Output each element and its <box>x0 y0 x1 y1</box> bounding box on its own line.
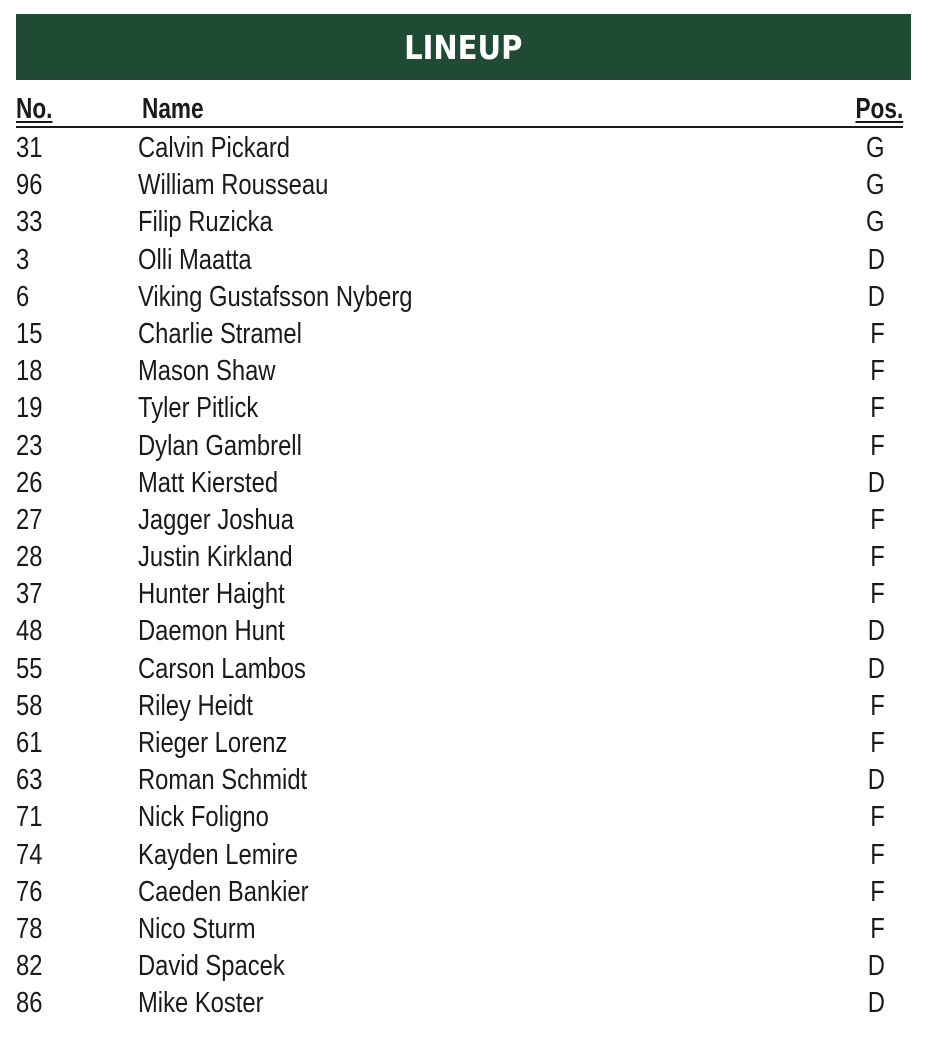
player-number: 37 <box>16 578 43 611</box>
player-number: 18 <box>16 355 43 388</box>
player-name: Matt Kiersted <box>138 466 279 499</box>
player-position: F <box>870 912 885 945</box>
player-name: Filip Ruzicka <box>138 206 273 239</box>
table-row <box>16 837 903 874</box>
table-row <box>16 911 903 948</box>
table-row <box>16 985 903 1022</box>
player-number: 74 <box>16 838 43 871</box>
player-name: Mike Koster <box>138 987 264 1020</box>
player-position: F <box>870 429 885 462</box>
player-number: 15 <box>16 317 43 350</box>
player-name: Nico Sturm <box>138 912 256 945</box>
table-row <box>16 799 903 836</box>
table-row <box>16 502 903 539</box>
player-position: F <box>870 503 885 536</box>
player-position: F <box>870 875 885 908</box>
player-number: 96 <box>16 169 43 202</box>
player-number: 61 <box>16 727 43 759</box>
lineup-banner <box>16 14 911 80</box>
player-name: Jagger Joshua <box>138 503 295 536</box>
column-header-no: No. <box>16 93 53 125</box>
table-row <box>16 651 903 688</box>
player-position: F <box>870 838 885 871</box>
table-row <box>16 688 903 725</box>
player-position: F <box>870 801 885 834</box>
player-number: 78 <box>16 912 43 945</box>
player-name: Caeden Bankier <box>138 875 309 908</box>
player-position: F <box>870 689 885 722</box>
player-position: D <box>867 615 885 648</box>
table-row <box>16 130 903 167</box>
player-number: 48 <box>16 615 43 648</box>
player-number: 63 <box>16 764 43 797</box>
player-name: Carson Lambos <box>138 652 306 685</box>
table-row <box>16 762 903 799</box>
player-number: 71 <box>16 801 43 834</box>
player-number: 6 <box>16 280 30 313</box>
lineup-table <box>16 130 903 1023</box>
player-number: 3 <box>16 243 30 276</box>
table-row <box>16 874 903 911</box>
player-name: David Spacek <box>138 950 285 983</box>
player-position: F <box>870 317 885 350</box>
player-position: D <box>867 280 885 313</box>
player-position: G <box>866 206 885 239</box>
table-row <box>16 204 903 241</box>
table-row <box>16 576 903 613</box>
player-number: 27 <box>16 503 43 536</box>
player-name: Rieger Lorenz <box>138 727 288 759</box>
player-number: 26 <box>16 466 43 499</box>
player-number: 55 <box>16 652 43 685</box>
player-name: Calvin Pickard <box>138 132 290 164</box>
player-position: F <box>870 578 885 611</box>
player-number: 82 <box>16 950 43 983</box>
player-name: Roman Schmidt <box>138 764 308 797</box>
table-row <box>16 242 903 279</box>
table-row <box>16 428 903 465</box>
player-number: 33 <box>16 206 43 239</box>
player-position: D <box>867 243 885 276</box>
column-header-pos: Pos. <box>855 93 903 125</box>
table-row <box>16 948 903 985</box>
player-number: 76 <box>16 875 43 908</box>
table-row <box>16 390 903 427</box>
page-title: LINEUP <box>404 27 523 67</box>
player-number: 19 <box>16 392 43 425</box>
player-name: Daemon Hunt <box>138 615 285 648</box>
player-position: F <box>870 355 885 388</box>
player-name: Dylan Gambrell <box>138 429 302 462</box>
player-name: Hunter Haight <box>138 578 285 611</box>
player-number: 28 <box>16 541 43 574</box>
player-position: D <box>867 764 885 797</box>
player-name: Justin Kirkland <box>138 541 293 574</box>
player-number: 58 <box>16 689 43 722</box>
player-name: Olli Maatta <box>138 243 252 276</box>
table-header <box>16 92 903 128</box>
player-position: D <box>867 987 885 1020</box>
player-name: Kayden Lemire <box>138 838 298 871</box>
player-position: F <box>870 727 885 759</box>
table-row <box>16 725 903 762</box>
player-name: Charlie Stramel <box>138 317 302 350</box>
player-position: D <box>867 950 885 983</box>
table-row <box>16 316 903 353</box>
player-name: Mason Shaw <box>138 355 276 388</box>
column-header-name: Name <box>142 93 204 125</box>
table-row <box>16 167 903 204</box>
player-number: 86 <box>16 987 43 1020</box>
player-position: D <box>867 652 885 685</box>
table-row <box>16 353 903 390</box>
player-name: Nick Foligno <box>138 801 269 834</box>
player-position: G <box>866 169 885 202</box>
player-name: William Rousseau <box>138 169 329 202</box>
player-position: D <box>867 466 885 499</box>
player-name: Riley Heidt <box>138 689 253 722</box>
player-name: Tyler Pitlick <box>138 392 259 425</box>
table-row <box>16 613 903 650</box>
player-position: F <box>870 541 885 574</box>
player-position: G <box>866 132 885 164</box>
table-row <box>16 539 903 576</box>
table-row <box>16 279 903 316</box>
player-number: 31 <box>16 132 43 164</box>
table-row <box>16 465 903 502</box>
player-number: 23 <box>16 429 43 462</box>
player-name: Viking Gustafsson Nyberg <box>138 280 413 313</box>
player-position: F <box>870 392 885 425</box>
